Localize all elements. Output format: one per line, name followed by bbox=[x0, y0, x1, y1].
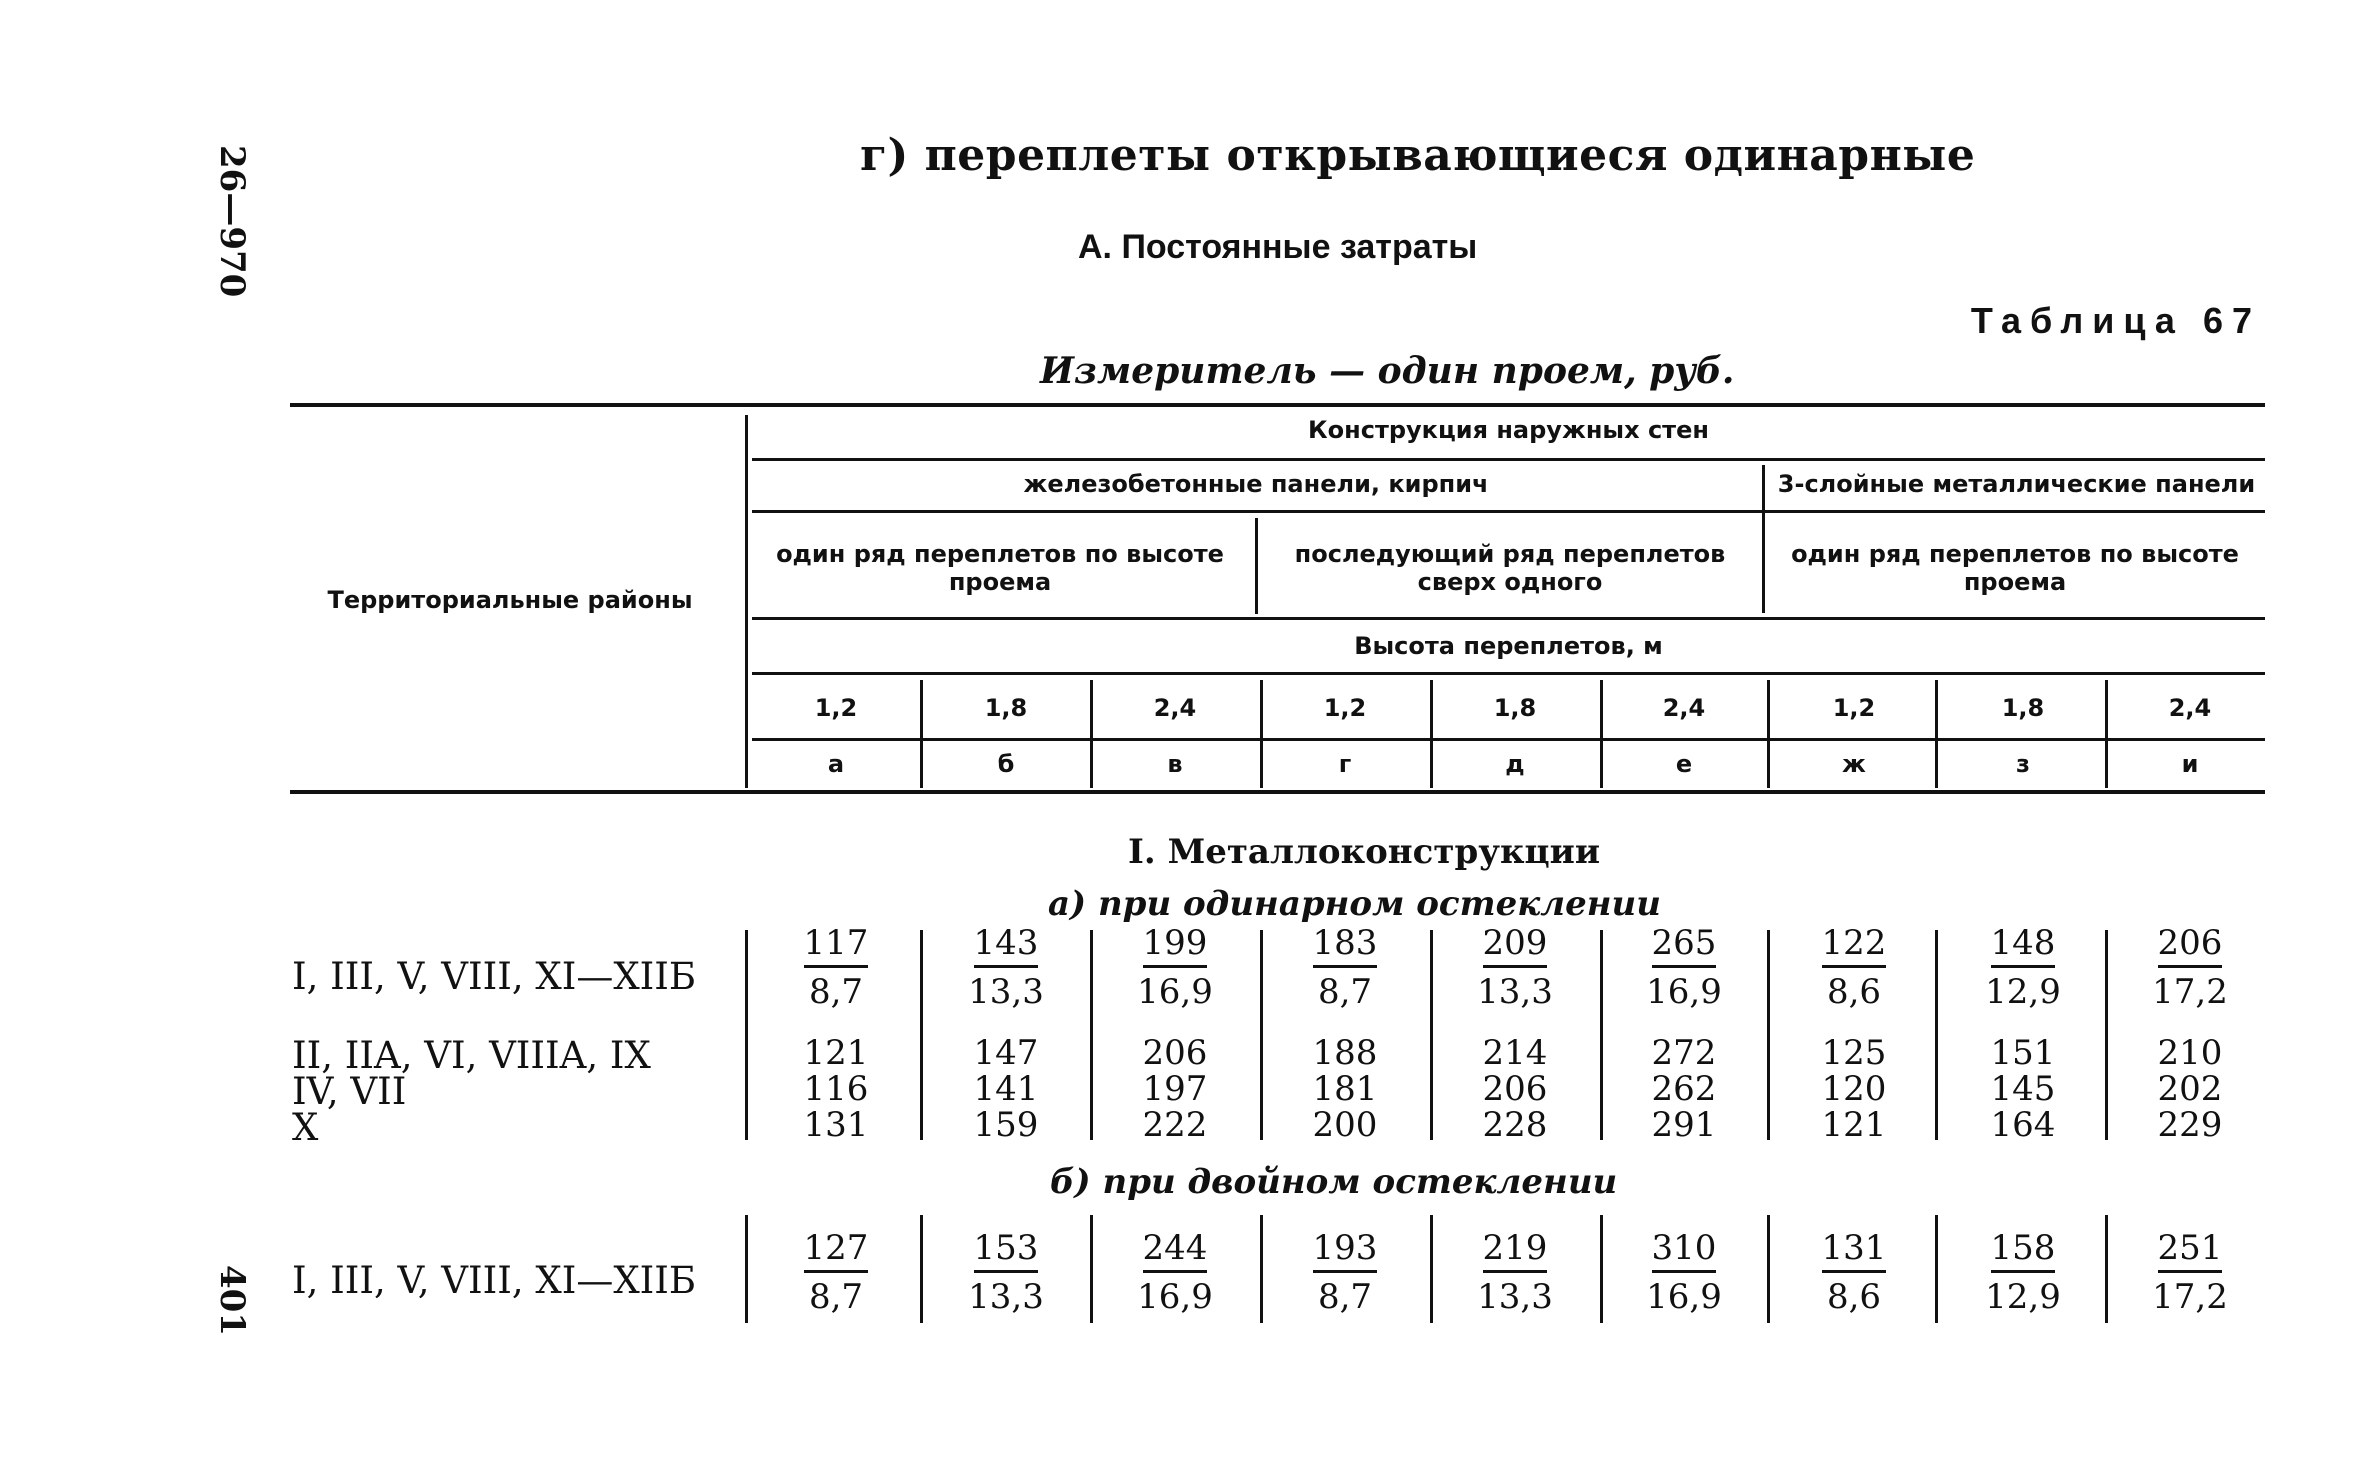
header-construction: Конструкция наружных стен bbox=[1308, 416, 1709, 444]
body-column-separator bbox=[1260, 930, 1263, 1140]
body-column-separator bbox=[1260, 1215, 1263, 1323]
header-height-cell: 1,2 bbox=[1323, 694, 1367, 722]
fraction-cell bbox=[1789, 1230, 1919, 1315]
body-column-separator bbox=[2105, 1215, 2108, 1323]
table-cell: 147 bbox=[973, 1033, 1039, 1073]
header-letter-cell: д bbox=[1505, 750, 1525, 778]
fraction-denominator: 8,7 bbox=[808, 1277, 864, 1317]
fraction-cell bbox=[941, 1230, 1071, 1315]
fraction-denominator: 13,3 bbox=[1477, 1277, 1553, 1317]
header-row-label: Территориальные районы bbox=[327, 586, 693, 614]
table-cell: 116 bbox=[803, 1069, 869, 1109]
fraction-numerator: 199 bbox=[1143, 925, 1208, 968]
header-height-cell: 1,2 bbox=[1832, 694, 1876, 722]
table-number: Таблица 67 bbox=[1970, 300, 2261, 341]
body-column-separator bbox=[920, 1215, 923, 1323]
row-label-b-frac: I, III, V, VIII, XI—XIIБ bbox=[292, 1259, 697, 1302]
fraction-numerator: 131 bbox=[1822, 1230, 1887, 1273]
fraction-denominator: 17,2 bbox=[2152, 972, 2228, 1012]
fraction-denominator: 12,9 bbox=[1985, 972, 2061, 1012]
table-cell: 200 bbox=[1312, 1105, 1378, 1145]
table-cell: 206 bbox=[1142, 1033, 1208, 1073]
fraction-numerator: 244 bbox=[1143, 1230, 1208, 1273]
fraction-cell bbox=[1619, 1230, 1749, 1315]
body-column-separator bbox=[920, 930, 923, 1140]
fraction-numerator: 117 bbox=[804, 925, 869, 968]
table-cell: 272 bbox=[1651, 1033, 1717, 1073]
fraction-cell bbox=[1110, 1230, 1240, 1315]
fraction-denominator: 8,6 bbox=[1826, 1277, 1882, 1317]
fraction-denominator: 16,9 bbox=[1137, 1277, 1213, 1317]
header-column-separator bbox=[1430, 680, 1433, 788]
header-sub-one-row: один ряд переплетов по высоте проема bbox=[776, 540, 1224, 596]
fraction-cell bbox=[771, 925, 901, 1010]
fraction-numerator: 148 bbox=[1991, 925, 2056, 968]
header-height-cell: 1,8 bbox=[1493, 694, 1537, 722]
fraction-numerator: 127 bbox=[804, 1230, 869, 1273]
header-height-cell: 1,2 bbox=[814, 694, 858, 722]
header-letter-cell: б bbox=[997, 750, 1015, 778]
fraction-denominator: 16,9 bbox=[1137, 972, 1213, 1012]
body-column-separator bbox=[1090, 930, 1093, 1140]
table-cell: 291 bbox=[1651, 1105, 1717, 1145]
header-height-cell: 1,8 bbox=[2001, 694, 2045, 722]
fraction-cell bbox=[1789, 925, 1919, 1010]
fraction-numerator: 122 bbox=[1822, 925, 1887, 968]
header-height-label: Высота переплетов, м bbox=[1354, 632, 1663, 660]
page-number: 401 bbox=[212, 1265, 252, 1336]
subsection-single-glazing: а) при одинарном остеклении bbox=[1048, 884, 1661, 924]
fraction-denominator: 12,9 bbox=[1985, 1277, 2061, 1317]
fraction-denominator: 13,3 bbox=[968, 972, 1044, 1012]
header-letter-cell: з bbox=[2016, 750, 2030, 778]
fraction-numerator: 265 bbox=[1652, 925, 1717, 968]
table-cell: 210 bbox=[2157, 1033, 2223, 1073]
table-cell: 188 bbox=[1312, 1033, 1378, 1073]
header-letter-cell: а bbox=[827, 750, 845, 778]
fraction-cell bbox=[1280, 925, 1410, 1010]
row-label-a-frac: I, III, V, VIII, XI—XIIБ bbox=[292, 955, 697, 998]
header-letter-cell: в bbox=[1167, 750, 1183, 778]
header-letter-cell: и bbox=[2181, 750, 2199, 778]
fraction-cell bbox=[771, 1230, 901, 1315]
subsection-double-glazing: б) при двойном остеклении bbox=[1050, 1162, 1618, 1202]
table-cell: 229 bbox=[2157, 1105, 2223, 1145]
fraction-cell bbox=[1450, 1230, 1580, 1315]
body-column-separator bbox=[2105, 930, 2108, 1140]
table-cell: 120 bbox=[1821, 1069, 1887, 1109]
header-height-cell: 2,4 bbox=[1662, 694, 1706, 722]
table-cell: 214 bbox=[1482, 1033, 1548, 1073]
body-column-separator bbox=[1430, 1215, 1433, 1323]
body-column-separator bbox=[1430, 930, 1433, 1140]
table-cell: 228 bbox=[1482, 1105, 1548, 1145]
body-column-separator bbox=[1935, 930, 1938, 1140]
body-column-separator bbox=[1600, 930, 1603, 1140]
fraction-cell bbox=[2125, 1230, 2255, 1315]
header-sub-next-row: последующий ряд переплетов сверх одного bbox=[1294, 540, 1726, 596]
table-header-bottom-rule bbox=[290, 790, 2265, 794]
body-column-separator bbox=[1935, 1215, 1938, 1323]
fraction-denominator: 8,6 bbox=[1826, 972, 1882, 1012]
header-sub-metal-row: один ряд переплетов по высоте проема bbox=[1791, 540, 2239, 596]
table-cell: 121 bbox=[1821, 1105, 1887, 1145]
table-cell: 222 bbox=[1142, 1105, 1208, 1145]
header-column-separator bbox=[920, 680, 923, 788]
header-letter-cell: е bbox=[1675, 750, 1693, 778]
table-cell: 262 bbox=[1651, 1069, 1717, 1109]
fraction-denominator: 8,7 bbox=[1317, 972, 1373, 1012]
table-cell: 131 bbox=[803, 1105, 869, 1145]
body-column-separator bbox=[1767, 1215, 1770, 1323]
header-column-separator bbox=[1260, 680, 1263, 788]
header-divider bbox=[745, 415, 748, 788]
header-column-separator bbox=[1767, 680, 1770, 788]
fraction-denominator: 17,2 bbox=[2152, 1277, 2228, 1317]
body-column-separator bbox=[745, 930, 748, 1140]
header-letter-cell: ж bbox=[1842, 750, 1866, 778]
row-label-a-1: II, IIA, VI, VIIIA, IX bbox=[292, 1034, 651, 1077]
fraction-denominator: 13,3 bbox=[968, 1277, 1044, 1317]
table-cell: 141 bbox=[973, 1069, 1039, 1109]
fraction-denominator: 16,9 bbox=[1646, 972, 1722, 1012]
fraction-denominator: 8,7 bbox=[1317, 1277, 1373, 1317]
fraction-numerator: 310 bbox=[1652, 1230, 1717, 1273]
header-column-separator bbox=[1935, 680, 1938, 788]
unit-label: Измеритель — один проем, руб. bbox=[1040, 350, 1735, 392]
body-column-separator bbox=[1600, 1215, 1603, 1323]
header-letter-cell: г bbox=[1338, 750, 1352, 778]
body-column-separator bbox=[1090, 1215, 1093, 1323]
table-cell: 164 bbox=[1990, 1105, 2056, 1145]
table-cell: 159 bbox=[973, 1105, 1039, 1145]
section-metal: I. Металлоконструкции bbox=[1128, 832, 1601, 872]
header-height-cell: 2,4 bbox=[2168, 694, 2212, 722]
fraction-cell bbox=[1958, 925, 2088, 1010]
fraction-numerator: 219 bbox=[1483, 1230, 1548, 1273]
fraction-numerator: 206 bbox=[2158, 925, 2223, 968]
fraction-numerator: 209 bbox=[1483, 925, 1548, 968]
fraction-numerator: 183 bbox=[1313, 925, 1378, 968]
section-subtitle: А. Постоянные затраты bbox=[1078, 228, 1478, 266]
table-cell: 145 bbox=[1990, 1069, 2056, 1109]
table-cell: 121 bbox=[803, 1033, 869, 1073]
fraction-cell bbox=[2125, 925, 2255, 1010]
page-title: г) переплеты открывающиеся одинарные bbox=[860, 130, 1976, 181]
row-label-a-3: X bbox=[292, 1106, 319, 1149]
header-height-cell: 2,4 bbox=[1153, 694, 1197, 722]
header-column-separator bbox=[1090, 680, 1093, 788]
table-top-rule bbox=[290, 403, 2265, 407]
fraction-denominator: 8,7 bbox=[808, 972, 864, 1012]
fraction-numerator: 143 bbox=[974, 925, 1039, 968]
fraction-cell bbox=[1619, 925, 1749, 1010]
fraction-denominator: 16,9 bbox=[1646, 1277, 1722, 1317]
header-column-separator bbox=[1600, 680, 1603, 788]
table-cell: 125 bbox=[1821, 1033, 1887, 1073]
fraction-numerator: 251 bbox=[2158, 1230, 2223, 1273]
fraction-cell bbox=[1450, 925, 1580, 1010]
fraction-denominator: 13,3 bbox=[1477, 972, 1553, 1012]
table-cell: 202 bbox=[2157, 1069, 2223, 1109]
header-height-cell: 1,8 bbox=[984, 694, 1028, 722]
fraction-cell bbox=[1958, 1230, 2088, 1315]
table-cell: 151 bbox=[1990, 1033, 2056, 1073]
table-cell: 206 bbox=[1482, 1069, 1548, 1109]
body-column-separator bbox=[745, 1215, 748, 1323]
header-column-separator bbox=[2105, 680, 2108, 788]
fraction-cell bbox=[1280, 1230, 1410, 1315]
header-group-concrete: железобетонные панели, кирпич bbox=[1023, 470, 1489, 498]
table-cell: 181 bbox=[1312, 1069, 1378, 1109]
fraction-numerator: 193 bbox=[1313, 1230, 1378, 1273]
fraction-cell bbox=[941, 925, 1071, 1010]
body-column-separator bbox=[1767, 930, 1770, 1140]
fraction-numerator: 153 bbox=[974, 1230, 1039, 1273]
side-code: 26—970 bbox=[212, 145, 252, 298]
fraction-numerator: 158 bbox=[1991, 1230, 2056, 1273]
fraction-cell bbox=[1110, 925, 1240, 1010]
row-label-a-2: IV, VII bbox=[292, 1070, 407, 1113]
header-group-metal: 3-слойные металлические панели bbox=[1777, 470, 2256, 498]
table-cell: 197 bbox=[1142, 1069, 1208, 1109]
